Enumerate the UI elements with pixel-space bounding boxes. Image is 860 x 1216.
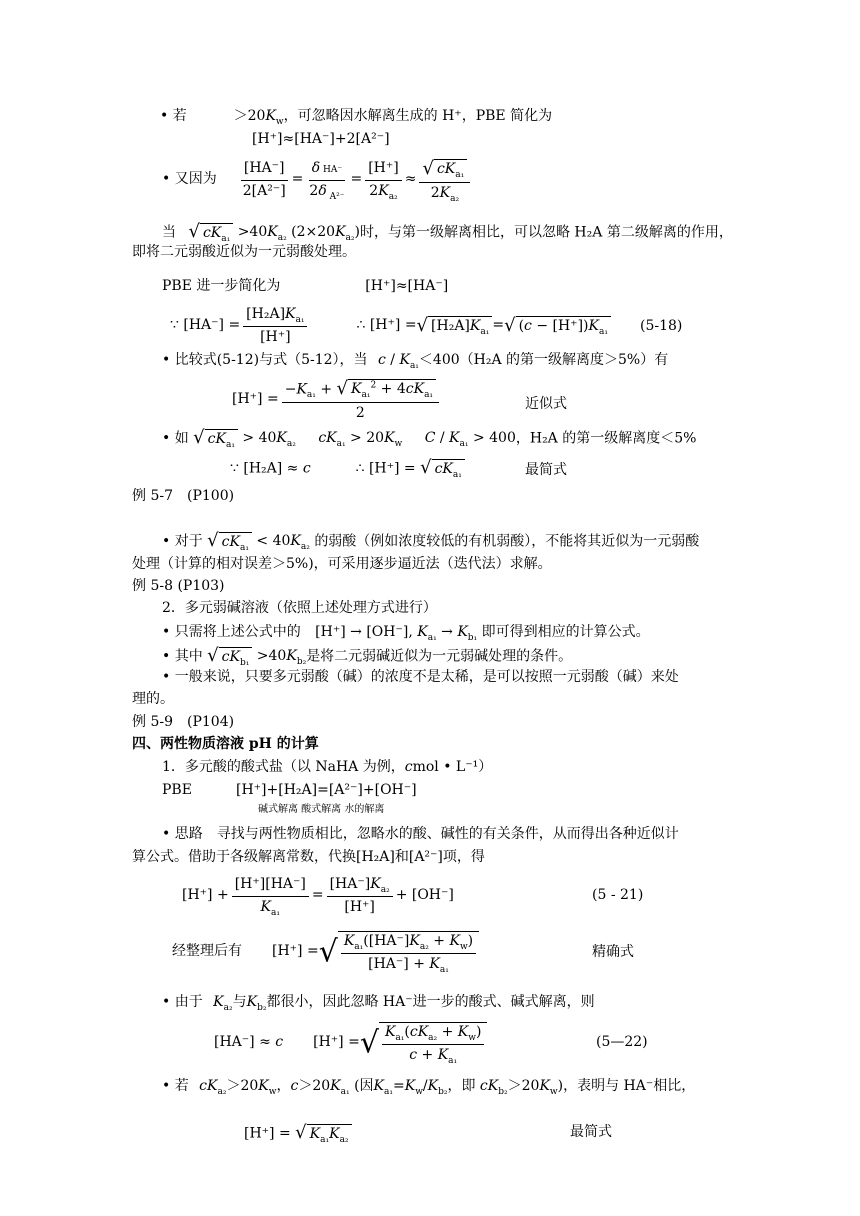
equation-5-21: [H⁺] + $\frac{[H^+][HA^-]}{K_{a_1}}$ = $\frac{[HA^-]K_{a_2}}{[H^+]}$ + [OH⁻] [182,876,454,918]
paragraph-text: 处理（计算的相对误差＞5%)，可采用逐步逼近法（迭代法）求解。 [132,556,552,572]
pbe-notes: 碱式解离 酸式解离 水的解离 [258,804,385,815]
compare-line: • 比较式(5-12)与式（5-12），当 $c / K_{a_1}<400(H_2A$ 的第一级解离度＞5%）有 [162,352,669,371]
simplest-label: 最简式 [570,1124,612,1140]
exact-label: 精确式 [592,944,634,960]
example-ref: 例 5-8 (P103) [132,578,225,594]
line-condition-kw: • 若 $>20K_w$，可忽略因水解离生成的 H⁺，PBE 简化为 [160,108,553,127]
final-simplest-formula: [H⁺] = √ $K_{a_1}K_{a_2}$ [244,1122,352,1145]
section-title: 2．多元弱碱溶液（依照上述处理方式进行） [162,600,437,616]
ratio-equation: • 又因为 $\frac{[HA^-]}{\text{2[A²⁻]}}$ = $\frac{\text{δ HA⁻}}{2\delta _{A^{2-}}}$ = $\frac{[H^+]}{2K_{a_2}}$ ≈ $\frac{√ cK_{a_1}}{2K_{a_2}}$ [162,155,473,205]
base-condition: • 其中 √ $cK_{b_1} >40K_{b_2}$是将二元弱碱近似为一元弱碱处理的条件。 [162,645,573,668]
equation-number: (5—22) [596,1034,648,1050]
equation-number: (5 - 21) [592,887,644,903]
iteration-line: • 对于 √ $cK_{a_1} < 40K_{a_2}$ 的弱酸（例如浓度较低的有机弱酸），不能将其近似为一元弱酸 [162,530,700,553]
equation-5-18: ∵ [HA⁻] = $\frac{[H_2A]K_{a_1}}{[H^+]}$ ∴ [H⁺] = √ $[H_2A]K_{a_1}$ = √ $(c - [H^+])K_{a_1}$ [170,303,611,349]
pbe-equation: [H⁺]+[H₂A]=[A²⁻]+[OH⁻] [236,782,417,798]
paragraph-text: • 思路 寻找与两性物质相比，忽略水的酸、碱性的有关条件，从而得出各种近似计 [162,826,679,842]
example-ref: 例 5-9 (P104) [132,714,235,730]
since-line: • 由于 $K_{a_2}$与$K_{b_2}$都很小，因此忽略 HA⁻进一步的酸式、碱式解离，则 [162,994,595,1013]
exact-formula: 经整理后有 [H⁺] = √ $\frac{K_{a_1}([HA^-]K_{a_2} + K_w)}{[HA^-] + K_{a_1}}$ [172,926,479,978]
section-heading: 四、两性物质溶液 pH 的计算 [132,736,319,752]
pbe-label: PBE [162,782,192,798]
simplest-formula: ∵ [H₂A] ≈ c ∴ [H⁺] = √ $cK_{a_1}$ [230,457,465,480]
paragraph-text: 即将二元弱酸近似为一元弱酸处理。 [132,244,356,260]
bullet-text: • 若 [160,108,187,124]
condition-simplest: • 如 √ $cK_{a_1} > 40K_{a_2}$ $cK_{a_1} > 20K_w$ $C / K_{a_1} > 400$，H₂A 的第一级解离度＜5% [162,427,697,450]
example-ref: 例 5-7 (P100) [132,488,235,504]
approx-formula: [H⁺] = $\frac{-K_{a_1} + √ K_{a_1}^2 + 4cK_{a_1}}{2}$ [232,376,442,424]
paragraph-text: 理的。 [132,691,174,707]
simplest-label: 最简式 [525,462,567,478]
if-condition-line: • 若 $cK_{a_2}>20K_w$，$c>20K_{a_1}$ (因$K_{a_1}=K_w/K_{b_2}$，即 $cK_{b_2}>20K_w$)，表明与 HA⁻相比， [162,1078,696,1097]
subsection-title: 1．多元酸的酸式盐（以 NaHA 为例，cmol • L⁻¹） [162,759,493,775]
pbe-further: PBE 进一步简化为 [H⁺]≈[HA⁻] [162,278,449,294]
pbe-simplified-eq: [H⁺]≈[HA⁻]+2[A²⁻] [252,131,390,147]
paragraph-text: • 一般来说，只要多元弱酸（碱）的浓度不是太稀，是可以按照一元弱酸（碱）来处 [162,669,679,685]
equation-number: (5-18) [640,318,683,334]
paragraph-text: 算公式。借助于各级解离常数，代换[H₂A]和[A²⁻]项，得 [132,849,485,865]
approx-label: 近似式 [525,396,567,412]
replace-line: • 只需将上述公式中的 [H⁺] → [OH⁻], $K_{a_1} \to K_{b_1}$ 即可得到相应的计算公式。 [162,624,650,643]
equation-5-22: [HA⁻] ≈ c [H⁺] = √ $\frac{K_{a_1}(cK_{a_2} + K_w)}{c + K_{a_1}}$ [214,1016,487,1070]
condition-line: 当 √ $cK_{a_1} >40K_{a_2}$ $(2\times 20K_{a_2})$时，与第一级解离相比，可以忽略 H₂A 第二级解离的作用， [162,221,733,244]
